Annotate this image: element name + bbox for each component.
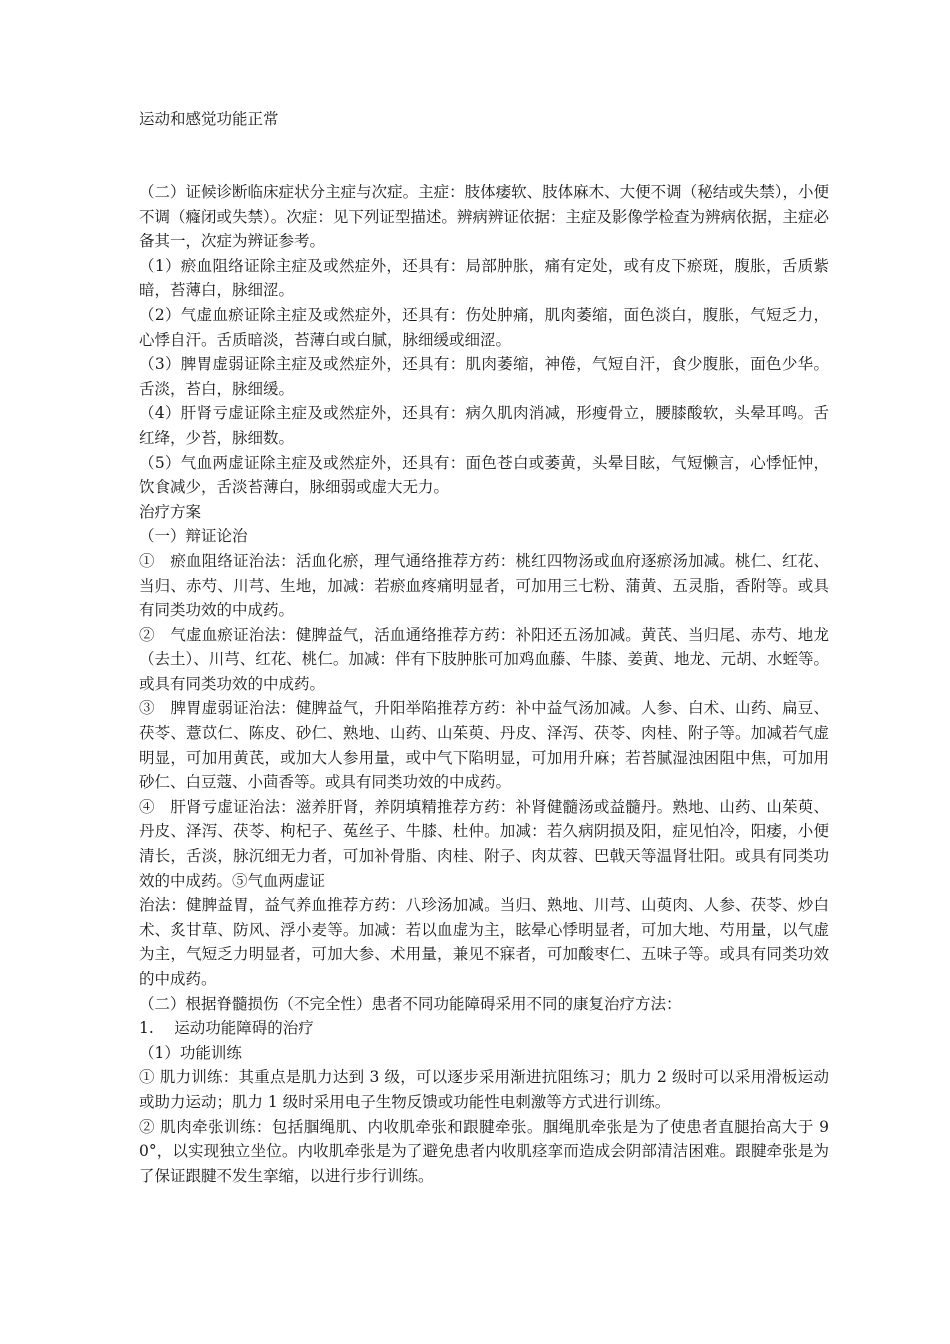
paragraph-treatment-5: 治法：健脾益胃，益气养血推荐方药：八珍汤加减。当归、熟地、川芎、山萸肉、人参、茯苓、炒白术、炙甘草、防风、浮小麦等。加减：若以血虚为主，眩晕心悸明显者，可加大地、芍用量，以气虚为主，气短乏力明显者，可加大参、术用量，兼见不寐者，可加酸枣仁、五味子等。或具有同类功效的中成药。	[139, 896, 829, 988]
document-body	[139, 180, 829, 1188]
subheading-training: （1）功能训练	[139, 1043, 242, 1062]
paragraph-treatment-4: ④ 肝肾亏虚证治法：滋养肝肾，养阴填精推荐方药：补肾健髓汤或益髓丹。熟地、山药、山茱萸、丹皮、泽泻、茯苓、枸杞子、菟丝子、牛膝、杜仲。加减：若久病阴损及阳，症见怕冷，阳痿，小便清长，舌淡，脉沉细无力者，可加补骨脂、肉桂、附子、肉苁蓉、巴戟天等温肾壮阳。或具有同类功效的中成药。⑤气血两虚证	[139, 797, 829, 890]
paragraph-treatment-2: ② 气虚血瘀证治法：健脾益气，活血通络推荐方药：补阳还五汤加减。黄芪、当归尾、赤芍、地龙（去土）、川芎、红花、桃仁。加减：伴有下肢肿胀可加鸡血藤、牛膝、姜黄、地龙、元胡、水蛭等。或具有同类功效的中成药。	[139, 625, 829, 693]
paragraph-stretch-training: ② 肌肉牵张训练：包括腘绳肌、内收肌牵张和跟腱牵张。腘绳肌牵张是为了使患者直腿抬高大于 90°，以实现独立坐位。内收肌牵张是为了避免患者内收肌痉挛而造成会阴部清洁困难。跟腱牵张是为了保证跟腱不发生挛缩，以进行步行训练。	[139, 1117, 829, 1185]
subheading-differentiation: （一）辩证论治	[139, 527, 248, 546]
subheading-rehab: （二）根据脊髓损伤（不完全性）患者不同功能障碍采用不同的康复治疗方法：	[139, 994, 682, 1013]
paragraph-syndrome-3: （3）脾胃虚弱证除主症及或然症外，还具有：肌肉萎缩，神倦，气短自汗，食少腹胀，面色少华。舌淡，苔白，脉细缓。	[139, 355, 829, 398]
paragraph-strength-training: ① 肌力训练：其重点是肌力达到 3 级，可以逐步采用渐进抗阻练习；肌力 2 级时可以采用滑板运动或助力运动；肌力 1 级时采用电子生物反馈或功能性电刺激等方式进行训练。	[139, 1068, 829, 1111]
paragraph-syndrome-1: （1）瘀血阻络证除主症及或然症外，还具有：局部肿胀，痛有定处，或有皮下瘀斑，腹胀，舌质紫暗，苔薄白，脉细涩。	[139, 256, 829, 300]
top-heading: 运动和感觉功能正常	[139, 110, 279, 128]
paragraph-treatment-1: ① 瘀血阻络证治法：活血化瘀，理气通络推荐方药：桃红四物汤或血府逐瘀汤加减。桃仁、红花、当归、赤芍、川芎、生地，加减：若瘀血疼痛明显者，可加用三七粉、蒲黄、五灵脂，香附等。或具有同类功效的中成药。	[139, 551, 829, 620]
paragraph-syndrome-5: （5）气血两虚证除主症及或然症外，还具有：面色苍白或萎黄，头晕目眩，气短懒言，心悸怔忡，饮食减少，舌淡苔薄白，脉细弱或虚大无力。	[139, 453, 829, 497]
subheading-motor: 1. 运动功能障碍的治疗	[139, 1019, 314, 1038]
paragraph-syndrome-4: （4）肝肾亏虚证除主症及或然症外，还具有：病久肌肉消减，形瘦骨立，腰膝酸软，头晕耳鸣。舌红绛，少苔，脉细数。	[139, 404, 829, 447]
paragraph-diagnosis: （二）证候诊断临床症状分主症与次症。主症：肢体痿软、肢体麻木、大便不调（秘结或失禁），小便不调（癃闭或失禁）。次症：见下列证型描述。辨病辨证依据：主症及影像学检查为辨病依据，主症必备其一，次症为辨证参考。	[139, 183, 829, 251]
section-heading-treatment: 治疗方案	[139, 502, 202, 521]
paragraph-syndrome-2: （2）气虚血瘀证除主症及或然症外，还具有：伤处肿痛，肌肉萎缩，面色淡白，腹胀，气短乏力，心悸自汗。舌质暗淡，苔薄白或白腻，脉细缓或细涩。	[139, 305, 829, 349]
paragraph-treatment-3: ③ 脾胃虚弱证治法：健脾益气，升阳举陷推荐方药：补中益气汤加减。人参、白术、山药、扁豆、茯苓、薏苡仁、陈皮、砂仁、熟地、山药、山茱萸、丹皮、泽泻、茯苓、肉桂、附子等。加减若气虚明显，可加用黄芪，或加大人参用量，或中气下陷明显，可加用升麻；若苔腻湿浊困阻中焦，可加用砂仁、白豆蔻、小茴香等。或具有同类功效的中成药。	[139, 699, 829, 792]
